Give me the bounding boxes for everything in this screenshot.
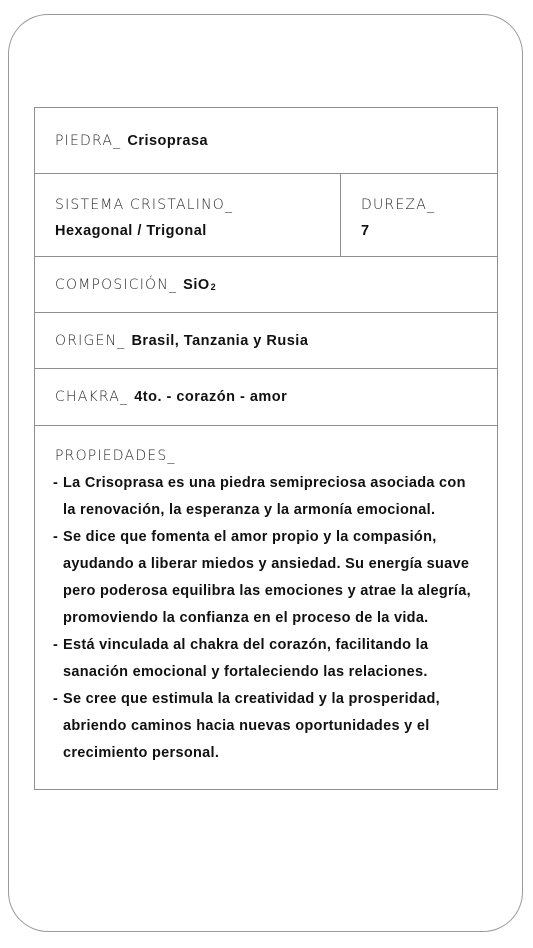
bullet-dash: -	[53, 637, 59, 653]
origin-value: Brasil, Tanzania y Rusia	[131, 332, 309, 349]
origin-row	[35, 313, 497, 369]
stone-name-label: PIEDRA_	[55, 132, 122, 149]
stone-info-table	[34, 107, 498, 790]
properties-list-item: - Se dice que fomenta el amor propio y la compasión, ayudando a liberar miedos y ansiedad. Su energía suave pero poderosa equilibra las emociones y atrae la alegría, promoviendo la confianza en el proceso de la vida.	[55, 524, 481, 632]
composition-formula: SiO	[183, 276, 210, 293]
properties-list-item: - La Crisoprasa es una piedra semipreciosa asociada con la renovación, la esperanza y la armonía emocional.	[55, 470, 481, 524]
composition-row	[35, 257, 497, 313]
crystal-system-row	[35, 174, 497, 257]
crystal-system-cell	[35, 174, 341, 256]
crystal-system-label: SISTEMA CRISTALINO_	[55, 197, 234, 213]
bullet-dash: -	[53, 529, 59, 545]
properties-row	[35, 426, 497, 789]
chakra-row	[35, 369, 497, 426]
stone-name-value: Crisoprasa	[127, 132, 209, 149]
properties-list-item: - Está vinculada al chakra del corazón, facilitando la sanación emocional y fortaleciendo las relaciones.	[55, 632, 481, 686]
chakra-label: CHAKRA_	[55, 389, 129, 405]
stone-name-row	[35, 108, 497, 174]
chakra-value: 4to. - corazón - amor	[134, 389, 288, 405]
bullet-dash: -	[53, 691, 59, 707]
hardness-value: 7	[361, 223, 370, 239]
composition-subscript: 2	[210, 281, 217, 292]
bullet-dash: -	[53, 475, 59, 491]
crystal-system-value: Hexagonal / Trigonal	[55, 223, 207, 239]
hardness-label: DUREZA_	[361, 197, 436, 213]
hardness-cell	[341, 174, 497, 256]
properties-label: PROPIEDADES_	[55, 448, 176, 464]
composition-label: COMPOSICIÓN_	[55, 276, 178, 293]
properties-list-item: - Se cree que estimula la creatividad y la prosperidad, abriendo caminos hacia nuevas oportunidades y el crecimiento personal.	[55, 686, 481, 767]
composition-value	[183, 277, 216, 293]
properties-list	[55, 470, 481, 767]
origin-label: ORIGEN_	[55, 332, 126, 349]
